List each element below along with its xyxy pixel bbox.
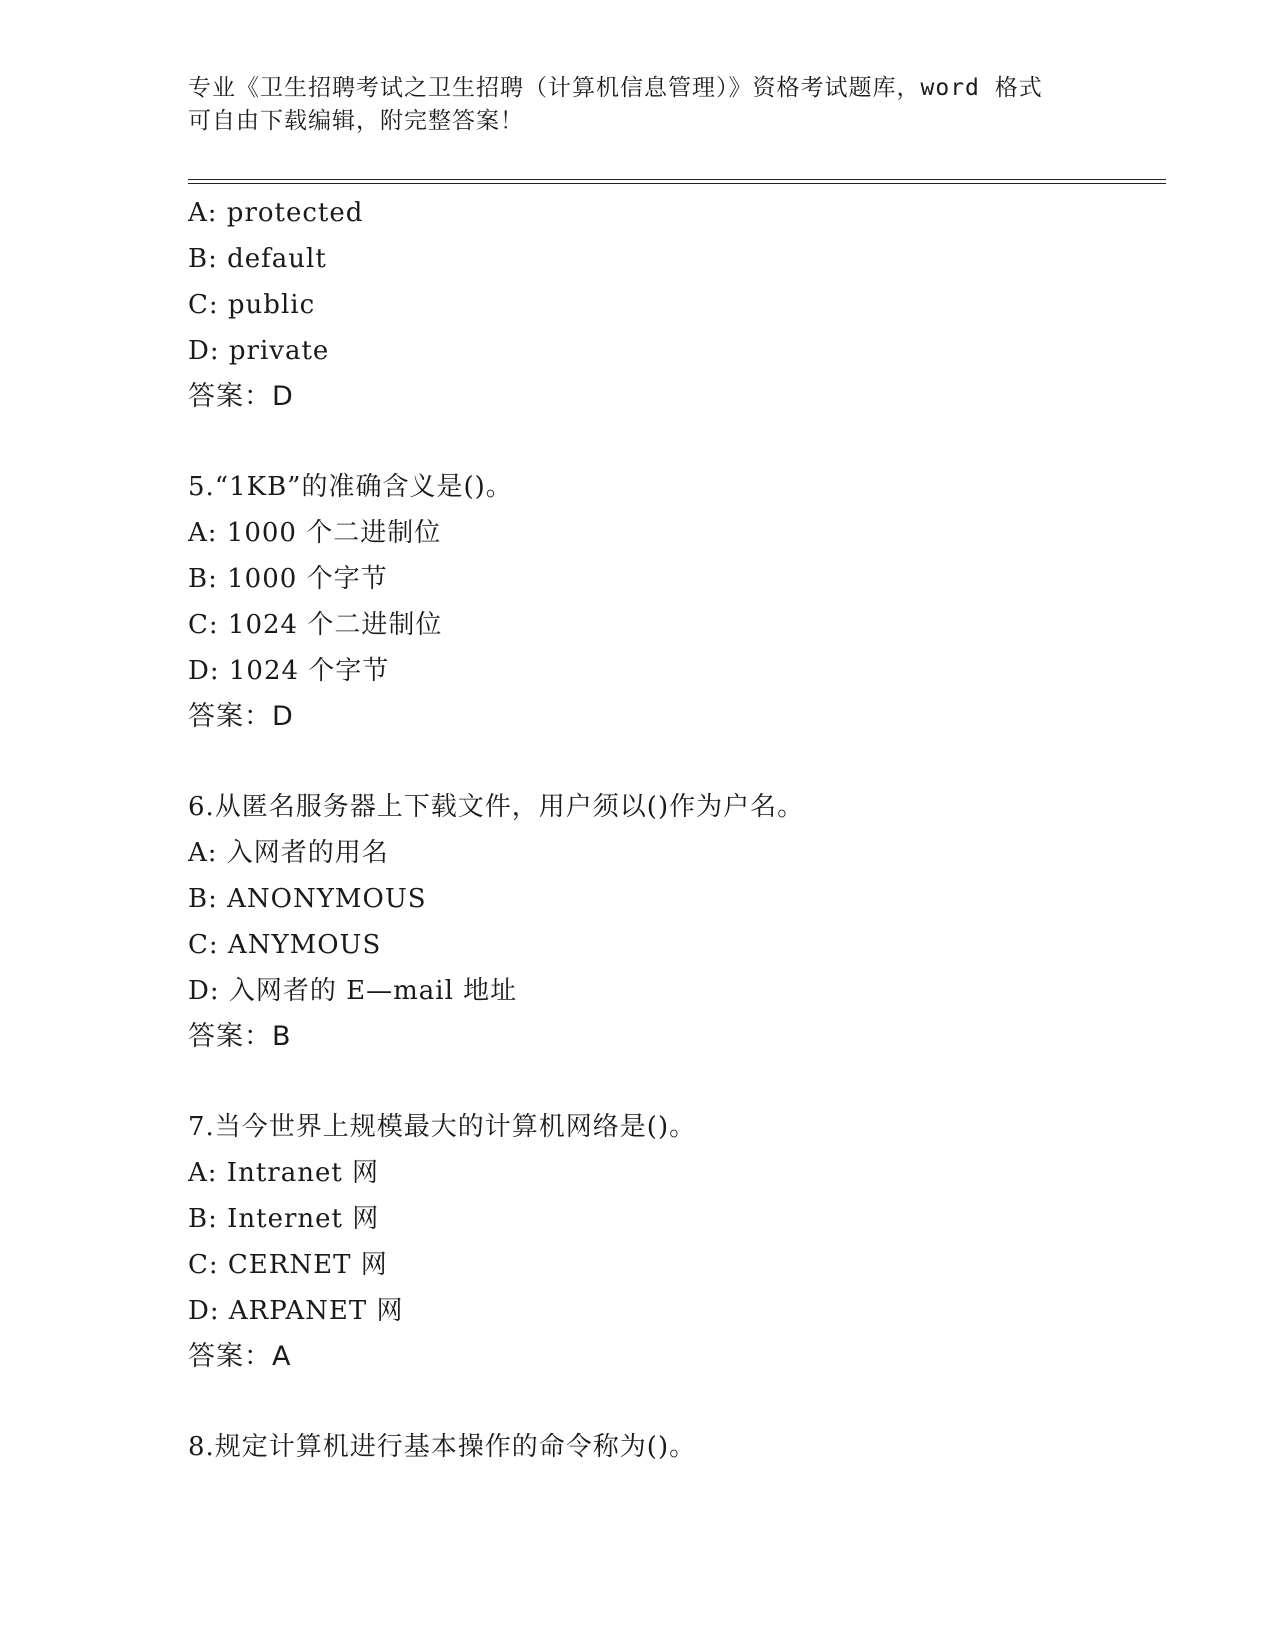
spacer	[188, 420, 1168, 464]
option-d: D: 入网者的 E—mail 地址	[188, 976, 518, 1006]
answer: 答案：A	[188, 1341, 292, 1372]
option-a: A: 入网者的用名	[188, 838, 389, 868]
option-a: A: protected	[188, 198, 364, 228]
option-b: B: ANONYMOUS	[188, 884, 427, 914]
question-7	[188, 1104, 1168, 1380]
option-c: C: CERNET 网	[188, 1250, 388, 1280]
question-stem: 5.“1KB”的准确含义是()。	[188, 472, 513, 502]
spacer	[188, 1060, 1168, 1104]
spacer	[188, 740, 1168, 784]
option-d: D: ARPANET 网	[188, 1296, 404, 1326]
answer: 答案：D	[188, 381, 294, 412]
option-d: D: private	[188, 336, 330, 366]
question-stem: 6.从匿名服务器上下载文件，用户须以()作为户名。	[188, 792, 805, 822]
option-c: C: public	[188, 290, 316, 320]
header-divider-bottom	[188, 183, 1166, 184]
question-6	[188, 784, 1168, 1060]
question-list	[188, 190, 1168, 1470]
header-title-line-1: 专业《卫生招聘考试之卫生招聘（计算机信息管理）》资格考试题库，word 格式	[188, 75, 1043, 101]
document-header	[188, 72, 1088, 138]
answer: 答案：D	[188, 701, 294, 732]
option-b: B: default	[188, 244, 327, 274]
question-8	[188, 1424, 1168, 1470]
answer: 答案：B	[188, 1021, 292, 1052]
spacer	[188, 1380, 1168, 1424]
header-title-line-2: 可自由下载编辑，附完整答案！	[188, 108, 524, 134]
question-stem: 7.当今世界上规模最大的计算机网络是()。	[188, 1112, 697, 1142]
option-a: A: 1000 个二进制位	[188, 518, 442, 548]
option-c: C: ANYMOUS	[188, 930, 382, 960]
question-4	[188, 190, 1168, 420]
option-b: B: Internet 网	[188, 1204, 380, 1234]
option-b: B: 1000 个字节	[188, 564, 388, 594]
header-divider-top	[188, 179, 1166, 180]
question-5	[188, 464, 1168, 740]
option-a: A: Intranet 网	[188, 1158, 380, 1188]
option-d: D: 1024 个字节	[188, 656, 390, 686]
question-stem: 8.规定计算机进行基本操作的命令称为()。	[188, 1432, 697, 1462]
option-c: C: 1024 个二进制位	[188, 610, 443, 640]
